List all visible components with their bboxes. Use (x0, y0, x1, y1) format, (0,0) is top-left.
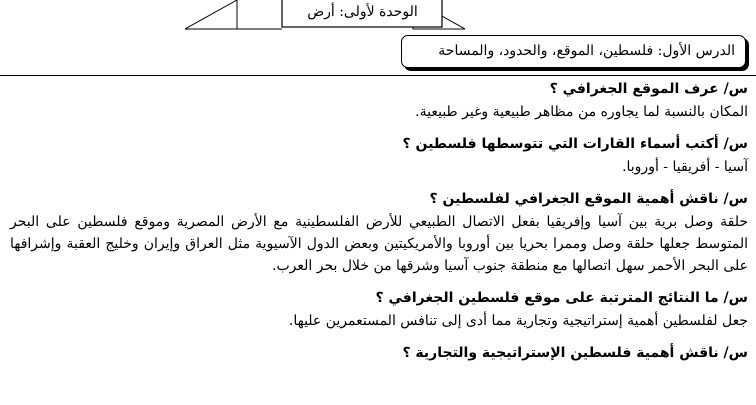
qa-item (10, 80, 748, 123)
question-text: س/ ما النتائج المترتبة على موقع فلسطين الجغرافي ؟ (375, 290, 748, 306)
question-text: س/ أكتب أسماء القارات التي تتوسطها فلسطين ؟ (402, 136, 748, 152)
qa-item (10, 344, 748, 363)
question-text: س/ ناقش أهمية فلسطين الإستراتيجية والتجارية ؟ (402, 345, 748, 361)
answer-text: آسيا - أفريقيا - أوروبا. (622, 159, 748, 175)
qa-item (10, 289, 748, 332)
unit-banner (185, 0, 465, 30)
answer-text: جعل لفلسطين أهمية إستراتيجية وتجارية مما أدى إلى تنافس المستعمرين عليها. (288, 313, 748, 329)
answer-text: المكان بالنسبة لما يجاوره من مظاهر طبيعية وغير طبيعية. (415, 104, 748, 120)
lesson-title-box (401, 35, 746, 68)
questions-list (10, 80, 748, 375)
divider-line (0, 75, 756, 76)
unit-title: الوحدة لأولى: أرض (307, 4, 418, 20)
lesson-title: الدرس الأول: فلسطين، الموقع، والحدود، والمساحة (438, 43, 735, 59)
answer-text: حلقة وصل برية بين آسيا وإفريقيا بفعل الاتصال الطبيعي للأرض الفلسطينية مع الأرض المصرية وموقع فلسطين على البحر المتوسط جعلها حلقة وصل وممرا بحريا بين أوروبا والأمريكيتين وبعض الدول الآسيوية مثل العراق وإيران وخليج العقبة وإشرافها على البحر الأحمر سهل اتصالها مع منطقة جنوب آسيا وشرقها من خلال بحر العرب. (10, 214, 748, 274)
question-text: س/ ناقش أهمية الموقع الجغرافي لفلسطين ؟ (429, 191, 748, 207)
qa-item (10, 135, 748, 178)
question-text: س/ عرف الموقع الجغرافي ؟ (549, 81, 748, 97)
qa-item (10, 190, 748, 277)
